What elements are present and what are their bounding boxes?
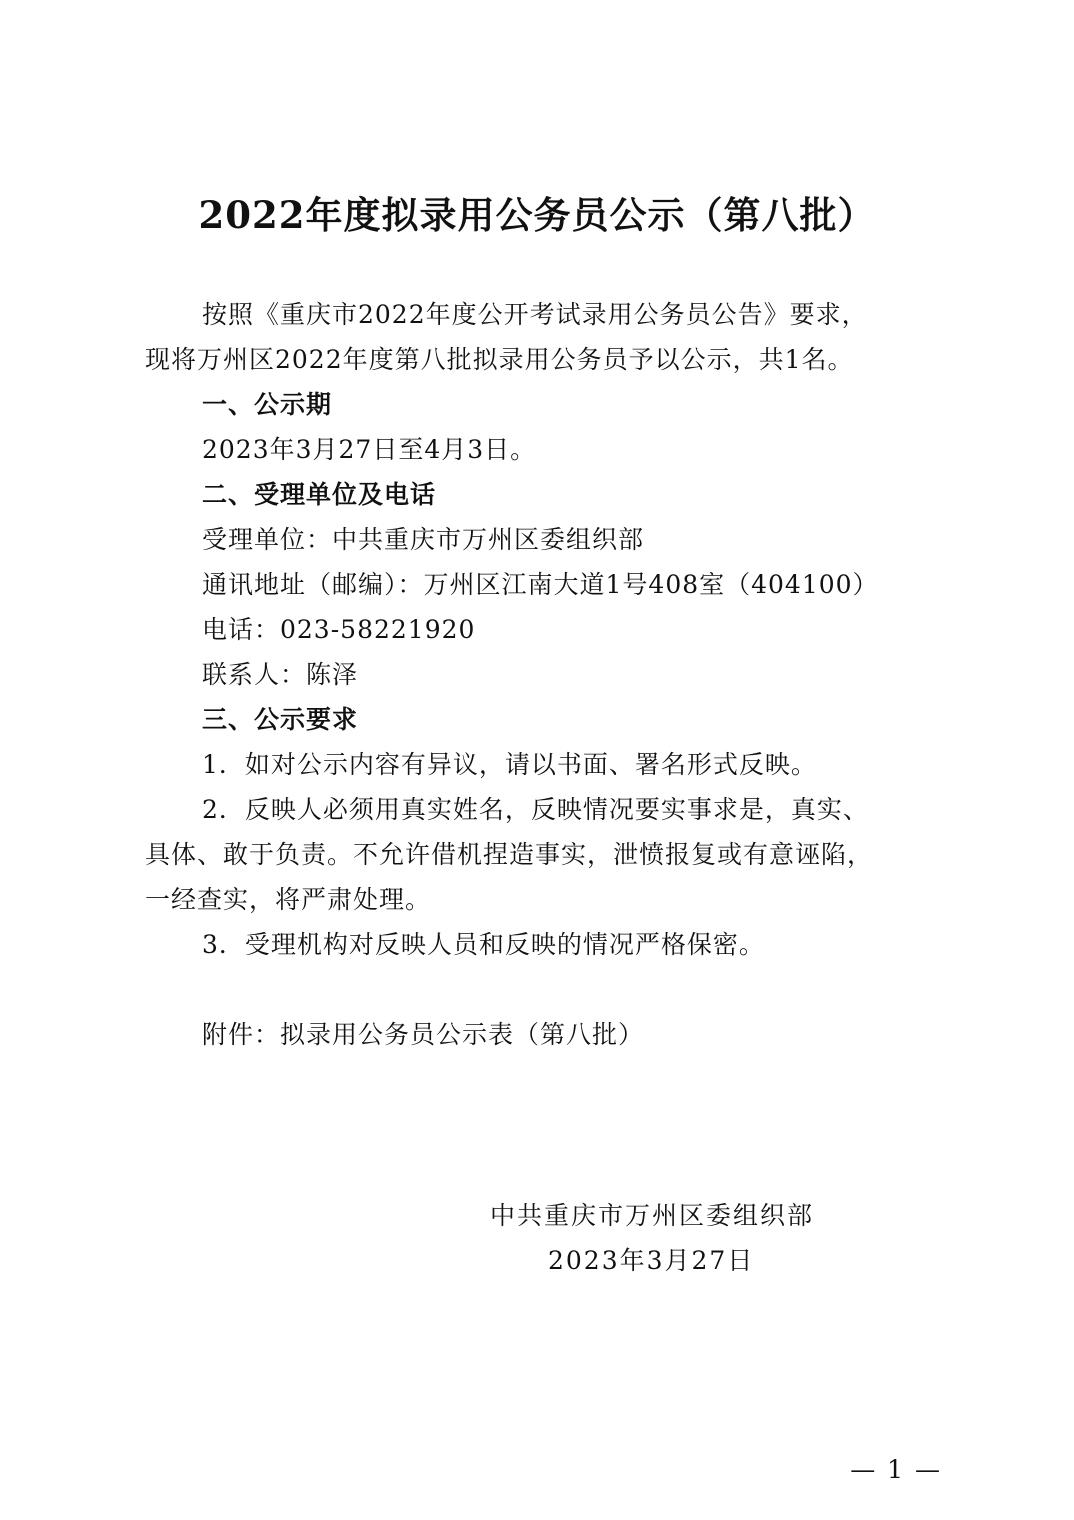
page-number: — 1 —: [850, 1455, 942, 1484]
section-2-heading: 二、受理单位及电话: [202, 480, 437, 509]
requirement-2-line-3: 一经查实，将严肃处理。: [145, 885, 432, 914]
notice-period: 2023年3月27日至4月3日。: [202, 435, 537, 464]
section-1-heading: 一、公示期: [202, 390, 333, 419]
intro-line-2: 现将万州区2022年度第八批拟录用公务员予以公示，共1名。: [145, 345, 854, 374]
attachment-note: 附件：拟录用公务员公示表（第八批）: [202, 1020, 645, 1049]
requirement-2-line-1: 2．反映人必须用真实姓名，反映情况要实事求是，真实、: [202, 795, 869, 824]
phone-number: 电话：023-58221920: [202, 615, 476, 644]
signature-date: 2023年3月27日: [548, 1246, 755, 1275]
signature-organization: 中共重庆市万州区委组织部: [490, 1201, 815, 1230]
requirement-2-line-2: 具体、敢于负责。不允许借机捏造事实，泄愤报复或有意诬陷，: [145, 840, 874, 869]
requirement-3: 3．受理机构对反映人员和反映的情况严格保密。: [202, 930, 765, 959]
section-3-heading: 三、公示要求: [202, 705, 359, 734]
receiving-unit: 受理单位：中共重庆市万州区委组织部: [202, 525, 645, 554]
mailing-address: 通讯地址（邮编）：万州区江南大道1号408室（404100）: [202, 570, 879, 599]
contact-person: 联系人：陈泽: [202, 660, 359, 689]
document-title: 2022年度拟录用公务员公示（第八批）: [198, 193, 876, 237]
intro-line-1: 按照《重庆市2022年度公开考试录用公务员公告》要求，: [202, 300, 868, 329]
requirement-1: 1．如对公示内容有异议，请以书面、署名形式反映。: [202, 750, 817, 779]
